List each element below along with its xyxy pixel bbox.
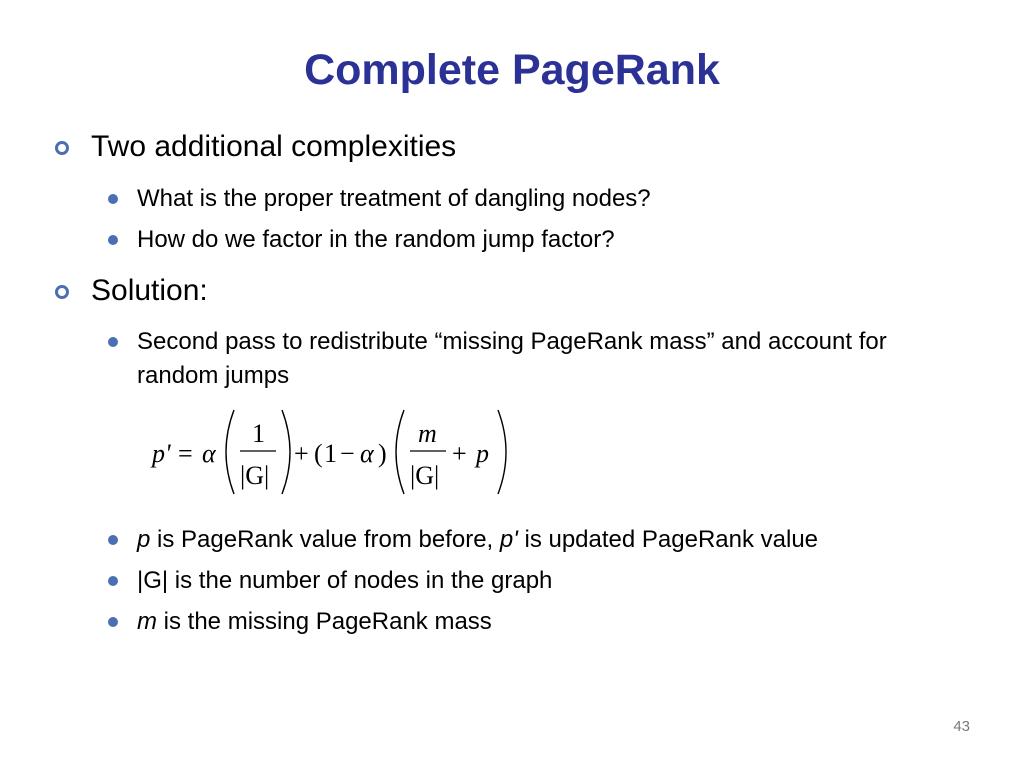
formula-frac2-den: |G| [410,461,440,490]
formula-lhs: p' [152,439,171,468]
page-number: 43 [953,718,970,735]
bullet-solution: Solution: [91,274,208,307]
formula-equals: = [178,439,193,468]
formula-frac1-den: |G| [240,461,270,490]
slide-title: Complete PageRank [304,46,720,94]
note-m-definition [137,605,492,639]
sub-bullet-dangling-nodes: What is the proper treatment of dangling nodes? [137,185,651,212]
formula-frac2-num: m [418,419,437,448]
dot-bullet-icon [108,535,118,545]
paren-left-1 [226,410,234,494]
note-var-pprime: p' [499,526,518,553]
formula-one: 1 [324,439,337,468]
dot-bullet-icon [108,235,118,245]
formula-alpha-2: α [360,439,374,468]
note-text-pprime: is updated PageRank value [517,526,819,553]
paren-right-2 [498,410,506,494]
formula-minus: − [340,439,355,468]
note-text-m: is the missing PageRank mass [157,608,492,635]
sub-bullet-second-pass: Second pass to redistribute “missing PageRank mass” and account for random jumps [137,328,887,389]
note-text-p: is PageRank value from before, [150,526,500,553]
dot-bullet-icon [108,337,118,347]
note-var-p: p [137,526,151,553]
note-var-m: m [137,608,157,635]
dot-bullet-icon [108,194,118,204]
note-g-definition: |G| is the number of nodes in the graph [137,567,553,594]
formula-close-paren: ) [378,439,387,468]
dot-bullet-icon [108,617,118,627]
formula-plus-1: + [294,439,309,468]
bullet-complexities: Two additional complexities [91,130,457,163]
formula-frac1-num: 1 [252,419,265,448]
ring-bullet-icon [55,285,69,299]
formula-open-paren: ( [314,439,323,468]
note-p-definition [137,523,818,557]
paren-right-1 [282,410,290,494]
dot-bullet-icon [108,576,118,586]
ring-bullet-icon [55,141,69,155]
formula-plus-2: + [452,439,467,468]
formula-p: p [476,439,489,468]
paren-left-2 [396,410,404,494]
pagerank-formula [148,402,528,502]
formula-alpha: α [202,439,216,468]
sub-bullet-random-jump: How do we factor in the random jump factor? [137,226,615,253]
